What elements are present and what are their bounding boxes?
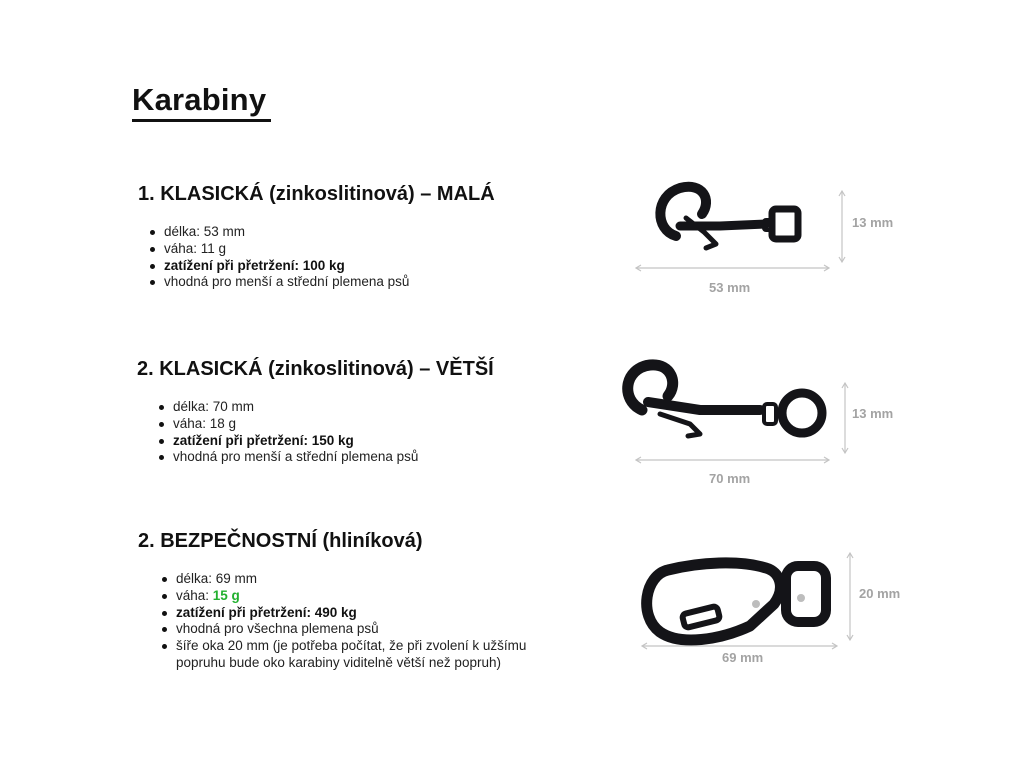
spec-length: délka: 53 mm bbox=[149, 224, 495, 241]
dimension-width-label: 70 mm bbox=[709, 471, 751, 486]
spec-length: délka: 69 mm bbox=[161, 571, 526, 588]
spec-suitability: vhodná pro menší a střední plemena psů bbox=[149, 274, 495, 291]
spec-eye-width-line2: popruhu bude oko karabiny viditelně větší než popruh) bbox=[176, 654, 501, 670]
section-heading: 2. BEZPEČNOSTNÍ (hliníková) bbox=[138, 530, 423, 552]
spec-weight-label: váha: bbox=[176, 587, 213, 603]
spec-weight-value: 15 g bbox=[212, 587, 240, 603]
spec-suitability: vhodná pro menší a střední plemena psů bbox=[158, 449, 494, 466]
spec-weight: váha: 18 g bbox=[158, 416, 494, 433]
spec-eye-width-line1: šíře oka 20 mm (je potřeba počítat, že při zvolení k užšímu bbox=[176, 638, 527, 654]
dimension-height-label: 13 mm bbox=[852, 406, 894, 421]
dimension-height-label: 20 mm bbox=[859, 586, 901, 601]
spec-weight: váha: 11 g bbox=[149, 241, 495, 258]
spec-breaking-load: zatížení při přetržení: 150 kg bbox=[158, 433, 494, 450]
spec-breaking-load: zatížení při přetržení: 100 kg bbox=[149, 258, 495, 275]
section-heading: 1. KLASICKÁ (zinkoslitinová) – MALÁ bbox=[138, 183, 495, 205]
dimension-width-label: 69 mm bbox=[722, 650, 764, 665]
dimension-height-label: 13 mm bbox=[852, 215, 894, 230]
page-title: Karabiny bbox=[132, 82, 267, 117]
spec-suitability: vhodná pro všechna plemena psů bbox=[161, 621, 526, 638]
section-heading: 2. KLASICKÁ (zinkoslitinová) – VĚTŠÍ bbox=[137, 358, 494, 380]
spec-length: délka: 70 mm bbox=[158, 399, 494, 416]
dimension-width-label: 53 mm bbox=[709, 280, 751, 295]
spec-breaking-load: zatížení při přetržení: 490 kg bbox=[161, 605, 526, 622]
